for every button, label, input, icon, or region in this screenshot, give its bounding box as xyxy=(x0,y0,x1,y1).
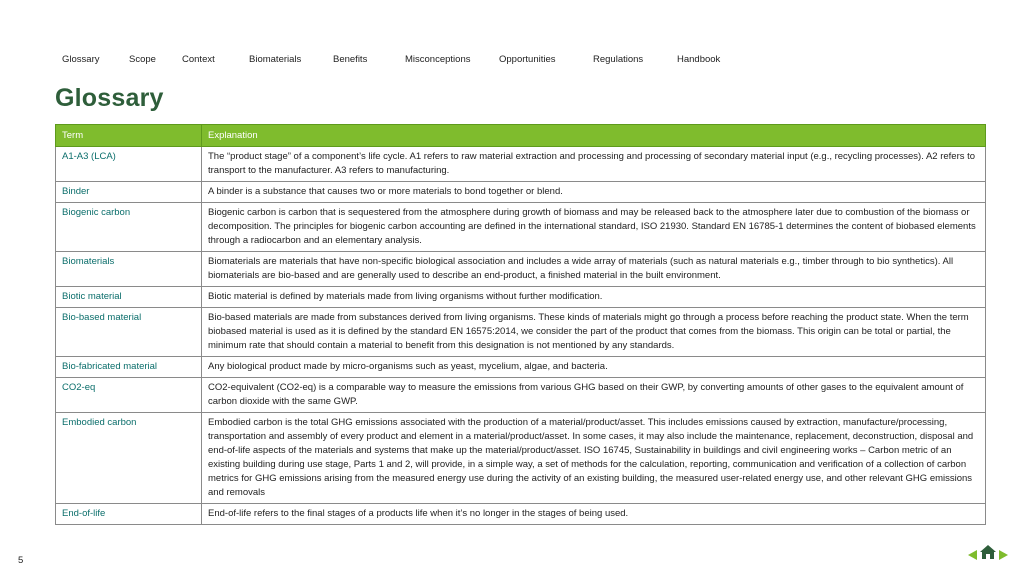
page-title: Glossary xyxy=(55,84,164,112)
nav-handbook[interactable]: Handbook xyxy=(677,54,721,65)
nav-regulations[interactable]: Regulations xyxy=(593,54,644,65)
term-cell: Binder xyxy=(56,182,202,203)
page-number: 5 xyxy=(18,555,24,566)
nav-scope[interactable]: Scope xyxy=(129,54,156,65)
nav-glossary[interactable]: Glossary xyxy=(62,54,100,65)
term-cell: Biomaterials xyxy=(56,252,202,287)
explanation-cell: Any biological product made by micro-organisms such as yeast, mycelium, algae, and bacteria. xyxy=(202,357,986,378)
nav-biomaterials[interactable]: Biomaterials xyxy=(249,54,302,65)
table-row xyxy=(56,182,986,203)
explanation-cell: Embodied carbon is the total GHG emissions associated with the production of a material/product/asset. This includes emissions caused by extraction, manufacture/processing, transportation and assembly of every product and element in a material/product/asset. In some cases, it may also include the maintenance, replacement, deconstruction, disposal and end-of-life aspects of the materials and systems that make up the material/product/asset. ISO 16745, Sustainability in buildings and civil engineering works – Carbon metric of an existing building during use stage, Parts 1 and 2, will provide, in a simple way, a set of methods for the calculation, reporting, communication and verification of a collection of carbon metrics for GHG emissions arising from the measured energy use during the activity of an existing building, the measured user-related energy use, and other relevant GHG emissions and removals xyxy=(202,413,986,504)
term-cell: Bio-based material xyxy=(56,308,202,357)
table-row xyxy=(56,378,986,413)
back-arrow-icon[interactable] xyxy=(968,547,977,565)
term-cell: Biogenic carbon xyxy=(56,203,202,252)
nav-opportunities[interactable]: Opportunities xyxy=(499,54,556,65)
term-cell: End-of-life xyxy=(56,504,202,525)
explanation-cell: Biomaterials are materials that have non-specific biological association and includes a wide array of materials (such as natural materials e.g., timber through to bio synthetics). All biomaterials are bio-based and are generally used to describe an end-product, a finished material in the built environment. xyxy=(202,252,986,287)
table-row xyxy=(56,357,986,378)
table-row xyxy=(56,147,986,182)
explanation-cell: Bio-based materials are made from substances derived from living organisms. These kinds of materials might go through a process before reaching the product state. When the term biobased material is used as it is defined by the standard EN 16575:2014, we consider the part of the product that comes from the biomass. This origin can be total or partial, the minimum rate that should contain a material to benefit from this designation is not mentioned by any standards. xyxy=(202,308,986,357)
explanation-cell: Biotic material is defined by materials made from living organisms without further modification. xyxy=(202,287,986,308)
home-icon[interactable] xyxy=(980,544,996,565)
nav-benefits[interactable]: Benefits xyxy=(333,54,368,65)
table-row xyxy=(56,203,986,252)
explanation-cell: Biogenic carbon is carbon that is sequestered from the atmosphere during growth of biomass and may be released back to the atmosphere later due to combustion of the biomass or decomposition. The principles for biogenic carbon accounting are defined in the international standard, ISO 21930. Standard EN 16785-1 determines the content of biobased elements through a radiocarbon and an elementary analysis. xyxy=(202,203,986,252)
header-explanation: Explanation xyxy=(202,125,986,147)
explanation-cell: CO2-equivalent (CO2-eq) is a comparable way to measure the emissions from various GHG based on their GWP, by converting amounts of other gases to the equivalent amount of carbon dioxide with the same GWP. xyxy=(202,378,986,413)
table-row xyxy=(56,287,986,308)
explanation-cell: The “product stage” of a component’s life cycle. A1 refers to raw material extraction and processing and processing of secondary material input (e.g., recycling processes). A2 refers to transport to the manufacturer. A3 refers to manufacturing. xyxy=(202,147,986,182)
nav-context[interactable]: Context xyxy=(182,54,215,65)
table-row xyxy=(56,252,986,287)
term-cell: CO2-eq xyxy=(56,378,202,413)
forward-arrow-icon[interactable] xyxy=(999,547,1008,565)
term-cell: Embodied carbon xyxy=(56,413,202,504)
glossary-table xyxy=(55,124,986,525)
header-term: Term xyxy=(56,125,202,147)
table-header-row xyxy=(56,125,986,147)
slide-navigation xyxy=(968,544,1024,560)
table-row xyxy=(56,413,986,504)
table-row xyxy=(56,504,986,525)
explanation-cell: End-of-life refers to the final stages of a products life when it’s no longer in the stages of being used. xyxy=(202,504,986,525)
explanation-cell: A binder is a substance that causes two or more materials to bond together or blend. xyxy=(202,182,986,203)
top-navigation xyxy=(0,54,1024,68)
nav-misconceptions[interactable]: Misconceptions xyxy=(405,54,471,65)
term-cell: Bio-fabricated material xyxy=(56,357,202,378)
table-row xyxy=(56,308,986,357)
term-cell: Biotic material xyxy=(56,287,202,308)
term-cell: A1-A3 (LCA) xyxy=(56,147,202,182)
